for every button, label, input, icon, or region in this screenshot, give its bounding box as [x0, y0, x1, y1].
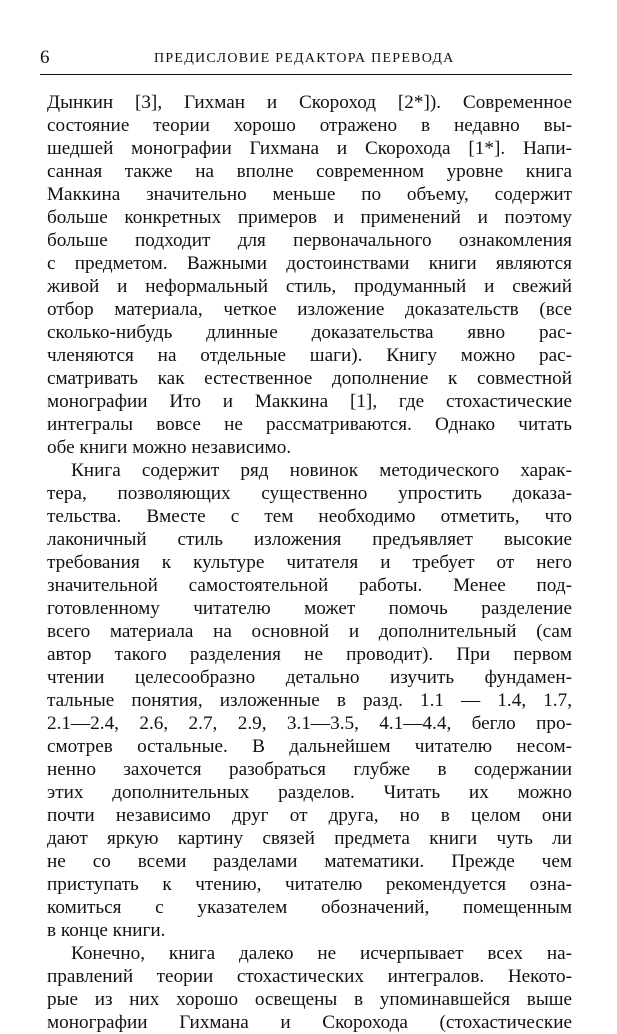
- header-rule: [40, 74, 572, 75]
- text-line: интегралы вовсе не рассматриваются. Однако читать: [47, 414, 572, 435]
- text-line: тальные понятия, изложенные в разд. 1.1 — 1.4, 1.7,: [47, 690, 572, 711]
- text-line: санная также на вполне современном уровне книга: [47, 161, 572, 182]
- paragraph-1: [47, 91, 572, 459]
- text-line: отбор материала, четкое изложение доказательств (все: [47, 299, 572, 320]
- text-line: тельства. Вместе с тем необходимо отметить, что: [47, 506, 572, 527]
- running-title: ПРЕДИСЛОВИЕ РЕДАКТОРА ПЕРЕВОДА: [154, 51, 455, 66]
- text-line: почти независимо друг от друга, но в целом они: [47, 805, 572, 826]
- text-line: требования к культуре читателя и требует от него: [47, 552, 572, 573]
- text-line: обе книги можно независимо.: [47, 437, 292, 458]
- text-line: монографии Гихмана и Скорохода (стохастические: [47, 1012, 572, 1033]
- text-line: с предметом. Важными достоинствами книги являются: [47, 253, 572, 274]
- page-number: 6: [40, 47, 50, 68]
- text-line: больше конкретных примеров и применений и поэтому: [47, 207, 572, 228]
- text-line: ненно захочется разобраться глубже в содержании: [47, 759, 572, 780]
- text-line: Дынкин [3], Гихман и Скороход [2*]). Современное: [47, 92, 572, 113]
- text-line: тера, позволяющих существенно упростить доказа-: [47, 483, 572, 504]
- text-line: дают яркую картину связей предмета книги чуть ли: [47, 828, 572, 849]
- text-line: этих дополнительных разделов. Читать их можно: [47, 782, 572, 803]
- paragraph-3: [47, 942, 572, 1034]
- text-line: Конечно, книга далеко не исчерпывает всех на-: [71, 943, 572, 964]
- text-line: больше подходит для первоначального ознакомления: [47, 230, 572, 251]
- text-line: смотрев остальные. В дальнейшем читателю несом-: [47, 736, 572, 757]
- text-line: комиться с указателем обозначений, помещенным: [47, 897, 572, 918]
- text-line: монографии Ито и Маккина [1], где стохастические: [47, 391, 572, 412]
- text-line: членяются на отдельные шаги). Книгу можно рас-: [47, 345, 572, 366]
- text-line: приступать к чтению, читателю рекомендуется озна-: [47, 874, 572, 895]
- text-line: значительной самостоятельной работы. Менее под-: [47, 575, 572, 596]
- text-line: сколько-нибудь длинные доказательства явно рас-: [47, 322, 572, 343]
- text-line: не со всеми разделами математики. Прежде чем: [47, 851, 572, 872]
- text-line: сматривать как естественное дополнение к совместной: [47, 368, 572, 389]
- text-line: лаконичный стиль изложения предъявляет высокие: [47, 529, 572, 550]
- text-line: всего материала на основной и дополнительный (сам: [47, 621, 572, 642]
- text-line: 2.1—2.4, 2.6, 2.7, 2.9, 3.1—3.5, 4.1—4.4, бегло про-: [47, 713, 572, 734]
- text-line: рые из них хорошо освещены в упоминавшейся выше: [47, 989, 572, 1010]
- text-line: живой и неформальный стиль, продуманный и свежий: [47, 276, 572, 297]
- text-line: шедшей монографии Гихмана и Скорохода [1*]. Напи-: [47, 138, 572, 159]
- paragraph-2: [47, 459, 572, 942]
- text-line: Маккина значительно меньше по объему, содержит: [47, 184, 572, 205]
- body-text: [47, 91, 572, 1034]
- text-line: в конце книги.: [47, 920, 166, 941]
- text-line: готовленному читателю может помочь разделение: [47, 598, 572, 619]
- text-line: правлений теории стохастических интегралов. Некото-: [47, 966, 572, 987]
- text-line: Книга содержит ряд новинок методического харак-: [71, 460, 572, 481]
- text-line: чтении целесообразно детально изучить фундамен-: [47, 667, 572, 688]
- page-header: [40, 46, 572, 70]
- text-line: автор такого разделения не проводит). При первом: [47, 644, 572, 665]
- text-line: состояние теории хорошо отражено в недавно вы-: [47, 115, 572, 136]
